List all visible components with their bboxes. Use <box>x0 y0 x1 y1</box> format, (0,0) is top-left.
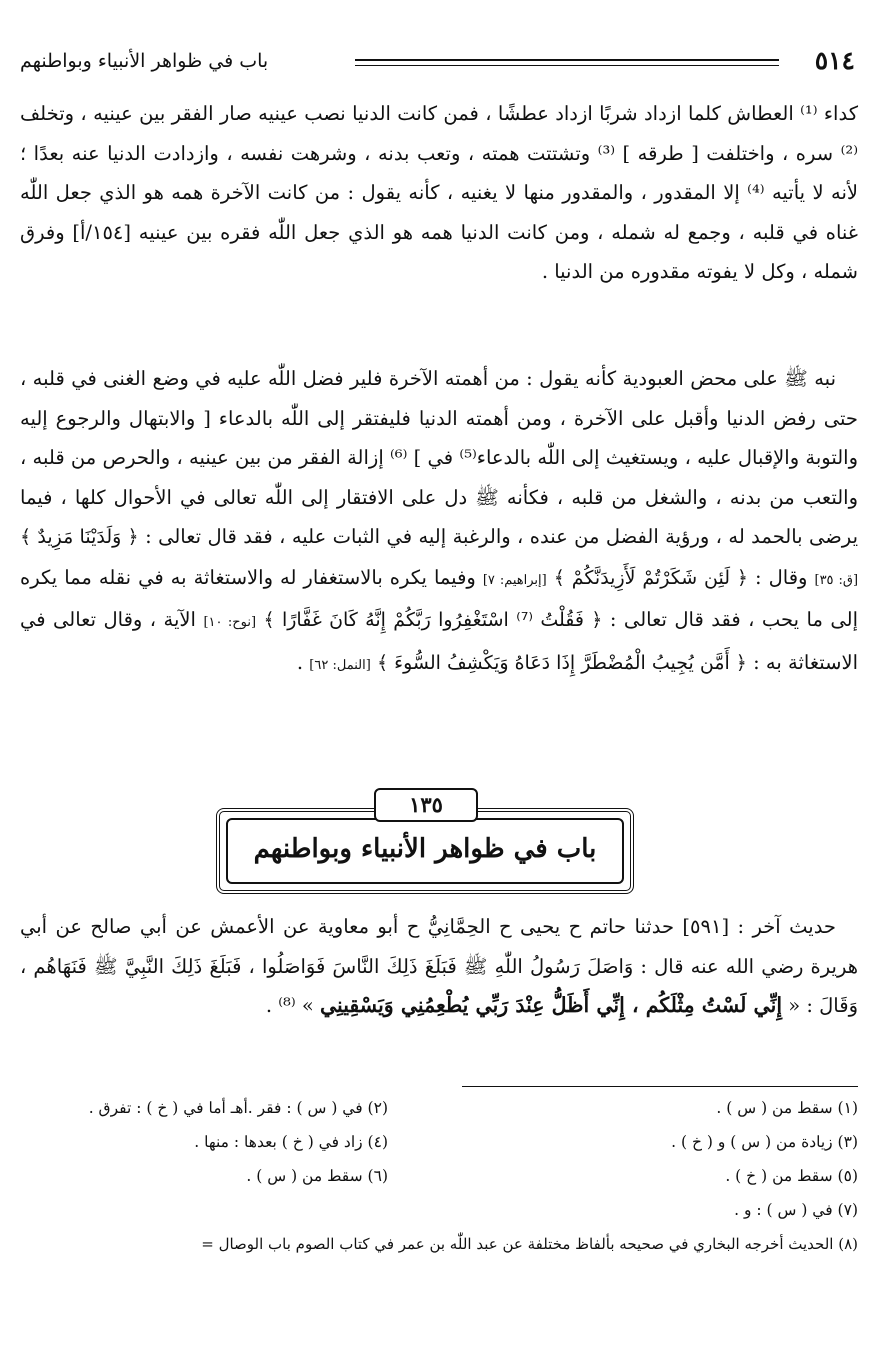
page-header <box>20 44 855 78</box>
footnote-row <box>20 1099 858 1133</box>
running-title: باب في ظواهر الأنبياء وبواطنهم <box>20 50 269 72</box>
hadith-intro: حديث آخر : [٥٩١] حدثنا حاتم ح يحيى ح الحِمَّانِيُّ ح أبو معاوية عن الأعمش عن أبي صالح عن أبي هريرة رضي الله عنه قال : <box>20 915 859 978</box>
footnote-2: (٢) في ( س ) : فقر .أهـ أما في ( خ ) : تفرق . <box>88 1099 388 1117</box>
chapter-number: ١٣٥ <box>374 788 478 822</box>
hadith-text <box>20 907 858 1026</box>
quran-verse-4: ﴿ أَمَّن يُجِيبُ الْمُضْطَرَّ إِذَا دَعَاهُ وَيَكْشِفُ السُّوءَ ﴾ <box>377 651 747 674</box>
quran-verse-2: ﴿ لَئِن شَكَرْتُمْ لَأَزِيدَنَّكُمْ ﴾ <box>553 566 748 589</box>
footnote-row <box>20 1201 858 1235</box>
hadith-narration: وَاصَلَ رَسُولُ اللّٰهِ ﷺ فَبَلَغَ ذَلِكَ النَّاسَ فَوَاصَلُوا ، فَبَلَغَ ذَلِكَ النَّبِيَّ ﷺ فَنَهَاهُم ، وَقَالَ : « <box>20 954 858 1017</box>
footnote-row <box>20 1133 858 1167</box>
footnote-6: (٦) سقط من ( س ) . <box>246 1167 388 1185</box>
footnote-4: (٤) زاد في ( خ ) بعدها : منها . <box>194 1133 388 1151</box>
footnote-1: (١) سقط من ( س ) . <box>716 1099 858 1117</box>
chapter-heading <box>216 788 634 896</box>
footnote-3: (٣) زيادة من ( س ) و ( خ ) . <box>671 1133 858 1151</box>
footnotes <box>20 1099 858 1253</box>
paragraph-1 <box>20 94 858 292</box>
verse-reference-3: [نوح: ١٠] <box>203 615 257 630</box>
paragraph-2-part-2: وقال : <box>748 565 815 589</box>
paragraph-2-part-1: نبه ﷺ على محض العبودية كأنه يقول : من أهمته الآخرة فلير فضل اللّٰه عليه في وضع الغنى في قلبه ، حتى رفض الدنيا وأقبل على الآخرة ، ومن أهمته الدنيا فليفتقر إلى اللّٰه بالدعاء [ والابتهال والرجوع إليه والتوبة والإقبال عليه ، ويستغيث إلى اللّٰه بالدعاء⁽⁵⁾ في ] ⁽⁶⁾ إزالة الفقر من بين عينيه ، والحرص من قلبه ، والتعب من بدنه ، والشغل من قلبه ، فكأنه ﷺ دل على الافتقار إلى اللّٰه تعالى في الأحوال كلها ، فيما يرضى بالحمد له ، ورؤية الفضل من عنده ، والرغبة إليه في الثبات عليه ، فقد قال تعالى : <box>20 367 858 548</box>
paragraph-2-part-5: . <box>296 650 310 674</box>
quran-verse-1: ﴿ وَلَدَيْنَا مَزِيدٌ ﴾ <box>20 526 139 548</box>
prophet-saying: إِنِّي لَسْتُ مِثْلَكُم ، إِنِّي أَظَلُّ عِنْدَ رَبِّي يُطْعِمُنِي وَيَسْقِينِي <box>319 993 783 1017</box>
paragraph-2-text <box>20 359 858 685</box>
verse-reference-4: [النمل: ٦٢] <box>309 657 371 673</box>
footnote-separator <box>462 1086 858 1087</box>
page-number: ٥١٤ <box>814 46 855 75</box>
paragraph-1-text: كداء ⁽¹⁾ العطاش كلما ازداد شربًا ازداد عطشًا ، فمن كانت الدنيا نصب عينيه صار الفقر بين عينيه ، وتخلف ⁽²⁾ سره ، واختلفت [ طرقه ] ⁽³⁾ وتشتتت همته ، وتعب بدنه ، وشرهت نفسه ، وازدادت الدنيا عنه بعدًا ؛ لأنه لا يأتيه ⁽⁴⁾ إلا المقدور ، والمقدور منها لا يغنيه ، كأنه يقول : من كانت الآخرة همه هو الذي جعل اللّٰه غناه في قلبه ، وجمع له شمله ، ومن كانت الدنيا همه هو الذي جعل اللّٰه فقره بين عينيه [١٥٤/أ] وفرق شمله ، وكل لا يفوته مقدوره من الدنيا . <box>20 102 859 283</box>
hadith-paragraph <box>20 907 858 1026</box>
hadith-ending: » ⁽⁸⁾ . <box>265 994 320 1017</box>
footnote-7: (٧) في ( س ) : و . <box>734 1201 858 1219</box>
footnote-row <box>20 1167 858 1201</box>
paragraph-2-part-4: الآية ، وقال تعالى في الاستغاثة به : <box>20 608 858 674</box>
paragraph-2 <box>20 359 858 685</box>
quran-verse-3: ﴿ فَقُلْتُ ⁽⁷⁾ اسْتَغْفِرُوا رَبَّكُمْ إِنَّهُ كَانَ غَفَّارًا ﴾ <box>263 609 603 631</box>
paragraph-2-part-3: وفيما يكره بالاستغفار له والاستغاثة به في نقله مما يكره إلى ما يحب ، فقد قال تعالى : <box>20 565 858 631</box>
header-rule <box>355 59 779 66</box>
footnote-8: (٨) الحديث أخرجه البخاري في صحيحه بألفاظ مختلفة عن عبد اللّٰه بن عمر في كتاب الصوم باب الوصال = <box>201 1235 858 1253</box>
verse-reference-2: [إبراهيم: ٧] <box>482 572 547 588</box>
footnote-5: (٥) سقط من ( خ ) . <box>725 1167 858 1185</box>
chapter-title: باب في ظواهر الأنبياء وبواطنهم <box>226 818 624 884</box>
verse-reference-1: [ق: ٣٥] <box>814 572 859 588</box>
